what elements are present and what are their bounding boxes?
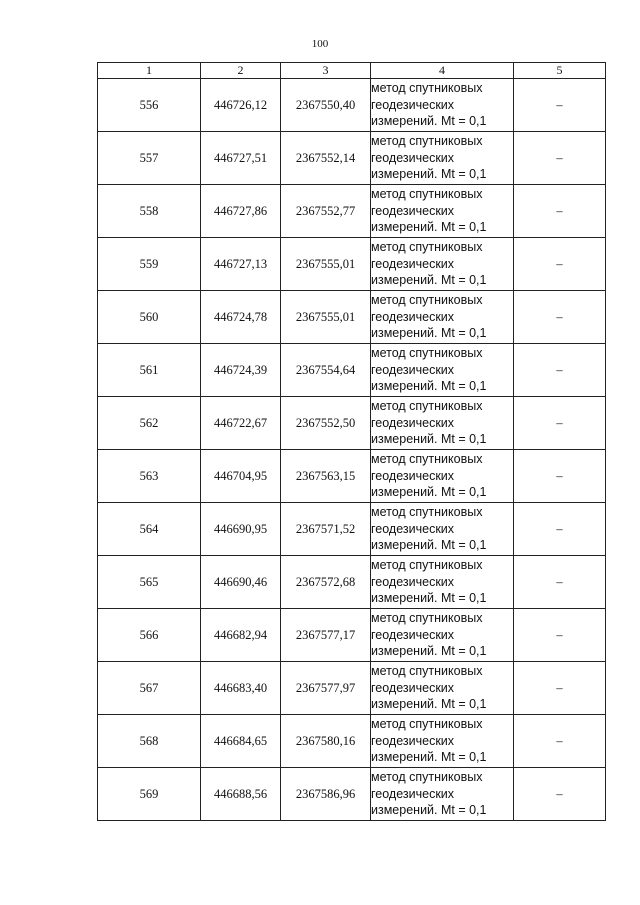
x-coordinate-cell: 446690,95 <box>201 503 281 556</box>
method-line: геодезических <box>371 415 455 430</box>
coordinates-table <box>97 62 606 821</box>
table-row <box>98 662 606 715</box>
y-coordinate-cell: 2367552,50 <box>281 397 371 450</box>
method-cell <box>371 291 514 344</box>
method-cell <box>371 344 514 397</box>
y-coordinate-cell: 2367577,17 <box>281 609 371 662</box>
x-coordinate-cell: 446683,40 <box>201 662 281 715</box>
table-row <box>98 79 606 132</box>
x-coordinate-cell: 446690,46 <box>201 556 281 609</box>
table-row <box>98 132 606 185</box>
method-line: метод спутниковых <box>371 293 483 308</box>
method-line: геодезических <box>371 680 455 695</box>
note-cell: – <box>514 79 606 132</box>
x-coordinate-cell: 446727,13 <box>201 238 281 291</box>
x-coordinate-cell: 446727,51 <box>201 132 281 185</box>
method-line: измерений. Mt = 0,1 <box>371 697 487 712</box>
method-cell <box>371 609 514 662</box>
table-row <box>98 397 606 450</box>
y-coordinate-cell: 2367572,68 <box>281 556 371 609</box>
point-number-cell: 558 <box>98 185 201 238</box>
method-cell <box>371 450 514 503</box>
x-coordinate-cell: 446726,12 <box>201 79 281 132</box>
method-line: метод спутниковых <box>371 611 483 626</box>
y-coordinate-cell: 2367552,77 <box>281 185 371 238</box>
method-line: измерений. Mt = 0,1 <box>371 538 487 553</box>
method-line: метод спутниковых <box>371 505 483 520</box>
method-line: метод спутниковых <box>371 558 483 573</box>
point-number-cell: 568 <box>98 715 201 768</box>
table-row <box>98 715 606 768</box>
note-cell: – <box>514 132 606 185</box>
column-header-1: 1 <box>98 63 201 79</box>
method-line: геодезических <box>371 150 455 165</box>
table-header-row <box>98 63 606 79</box>
point-number-cell: 560 <box>98 291 201 344</box>
table-row <box>98 556 606 609</box>
note-cell: – <box>514 344 606 397</box>
method-line: измерений. Mt = 0,1 <box>371 326 487 341</box>
method-line: измерений. Mt = 0,1 <box>371 750 487 765</box>
y-coordinate-cell: 2367586,96 <box>281 768 371 821</box>
method-line: измерений. Mt = 0,1 <box>371 432 487 447</box>
method-line: геодезических <box>371 309 455 324</box>
point-number-cell: 559 <box>98 238 201 291</box>
y-coordinate-cell: 2367552,14 <box>281 132 371 185</box>
x-coordinate-cell: 446688,56 <box>201 768 281 821</box>
method-line: измерений. Mt = 0,1 <box>371 273 487 288</box>
method-line: измерений. Mt = 0,1 <box>371 167 487 182</box>
y-coordinate-cell: 2367571,52 <box>281 503 371 556</box>
table-row <box>98 768 606 821</box>
method-line: измерений. Mt = 0,1 <box>371 379 487 394</box>
y-coordinate-cell: 2367554,64 <box>281 344 371 397</box>
x-coordinate-cell: 446724,39 <box>201 344 281 397</box>
y-coordinate-cell: 2367550,40 <box>281 79 371 132</box>
method-line: геодезических <box>371 786 455 801</box>
method-line: измерений. Mt = 0,1 <box>371 114 487 129</box>
method-line: метод спутниковых <box>371 717 483 732</box>
note-cell: – <box>514 609 606 662</box>
method-line: измерений. Mt = 0,1 <box>371 591 487 606</box>
method-line: геодезических <box>371 203 455 218</box>
method-line: геодезических <box>371 521 455 536</box>
x-coordinate-cell: 446682,94 <box>201 609 281 662</box>
table-row <box>98 238 606 291</box>
method-line: метод спутниковых <box>371 134 483 149</box>
x-coordinate-cell: 446727,86 <box>201 185 281 238</box>
method-line: метод спутниковых <box>371 240 483 255</box>
point-number-cell: 563 <box>98 450 201 503</box>
point-number-cell: 566 <box>98 609 201 662</box>
method-cell <box>371 397 514 450</box>
method-line: геодезических <box>371 574 455 589</box>
method-line: измерений. Mt = 0,1 <box>371 485 487 500</box>
table-row <box>98 344 606 397</box>
point-number-cell: 556 <box>98 79 201 132</box>
method-line: измерений. Mt = 0,1 <box>371 220 487 235</box>
y-coordinate-cell: 2367555,01 <box>281 238 371 291</box>
method-line: метод спутниковых <box>371 664 483 679</box>
note-cell: – <box>514 503 606 556</box>
note-cell: – <box>514 238 606 291</box>
note-cell: – <box>514 291 606 344</box>
y-coordinate-cell: 2367577,97 <box>281 662 371 715</box>
point-number-cell: 564 <box>98 503 201 556</box>
method-cell <box>371 556 514 609</box>
method-line: геодезических <box>371 468 455 483</box>
method-line: геодезических <box>371 733 455 748</box>
table-row <box>98 503 606 556</box>
page-number: 100 <box>311 38 329 50</box>
method-cell <box>371 185 514 238</box>
note-cell: – <box>514 768 606 821</box>
method-cell <box>371 503 514 556</box>
method-line: метод спутниковых <box>371 81 483 96</box>
column-header-2: 2 <box>201 63 281 79</box>
method-line: метод спутниковых <box>371 346 483 361</box>
table-row <box>98 291 606 344</box>
note-cell: – <box>514 397 606 450</box>
point-number-cell: 569 <box>98 768 201 821</box>
method-line: метод спутниковых <box>371 399 483 414</box>
method-line: геодезических <box>371 256 455 271</box>
y-coordinate-cell: 2367580,16 <box>281 715 371 768</box>
method-line: геодезических <box>371 362 455 377</box>
note-cell: – <box>514 185 606 238</box>
table-row <box>98 609 606 662</box>
method-line: геодезических <box>371 97 455 112</box>
method-cell <box>371 79 514 132</box>
note-cell: – <box>514 715 606 768</box>
method-line: метод спутниковых <box>371 452 483 467</box>
x-coordinate-cell: 446704,95 <box>201 450 281 503</box>
table-row <box>98 450 606 503</box>
method-line: измерений. Mt = 0,1 <box>371 644 487 659</box>
y-coordinate-cell: 2367555,01 <box>281 291 371 344</box>
note-cell: – <box>514 662 606 715</box>
column-header-3: 3 <box>281 63 371 79</box>
point-number-cell: 557 <box>98 132 201 185</box>
point-number-cell: 567 <box>98 662 201 715</box>
x-coordinate-cell: 446722,67 <box>201 397 281 450</box>
table-row <box>98 185 606 238</box>
method-cell <box>371 715 514 768</box>
x-coordinate-cell: 446684,65 <box>201 715 281 768</box>
method-cell <box>371 238 514 291</box>
point-number-cell: 562 <box>98 397 201 450</box>
column-header-4: 4 <box>371 63 514 79</box>
method-cell <box>371 662 514 715</box>
column-header-5: 5 <box>514 63 606 79</box>
method-line: метод спутниковых <box>371 187 483 202</box>
method-line: геодезических <box>371 627 455 642</box>
point-number-cell: 565 <box>98 556 201 609</box>
method-cell <box>371 768 514 821</box>
note-cell: – <box>514 556 606 609</box>
x-coordinate-cell: 446724,78 <box>201 291 281 344</box>
method-line: метод спутниковых <box>371 770 483 785</box>
method-cell <box>371 132 514 185</box>
point-number-cell: 561 <box>98 344 201 397</box>
method-line: измерений. Mt = 0,1 <box>371 803 487 818</box>
note-cell: – <box>514 450 606 503</box>
y-coordinate-cell: 2367563,15 <box>281 450 371 503</box>
